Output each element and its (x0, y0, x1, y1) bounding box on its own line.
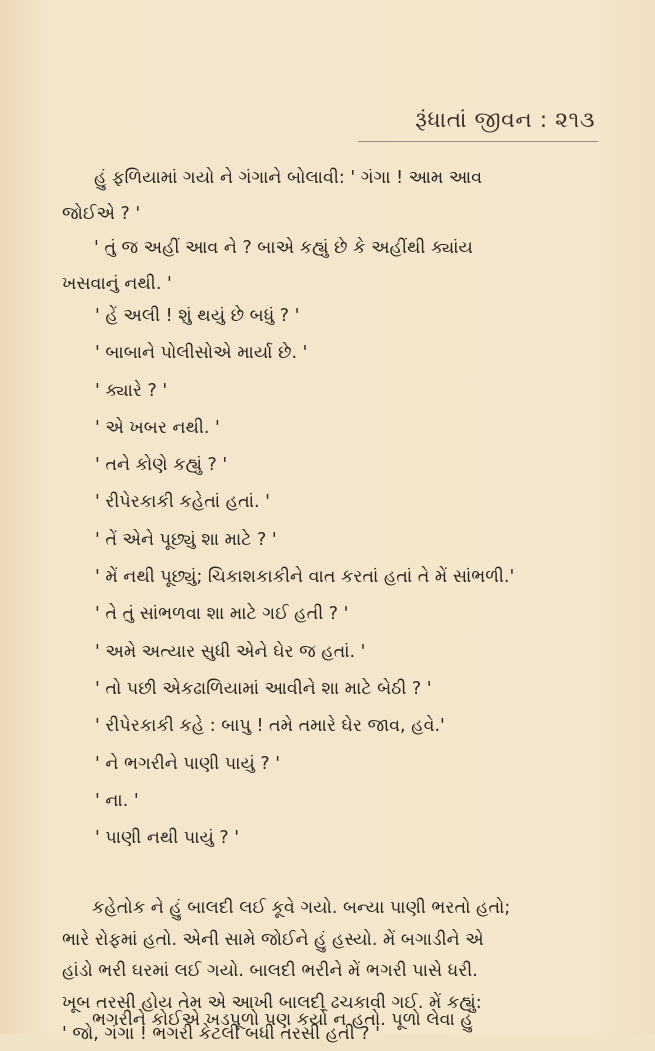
text-line: હું ફળિયામાં ગયો ને ગંગાને બોલાવી: ' ગંગા ! આમ આવ (94, 168, 483, 188)
dialogue-line: ' ને ભગરીને પાણી પાયું ? ' (95, 753, 281, 774)
paragraph-2 (62, 232, 602, 304)
dialogue-line: ' રીપેરકાકી કહે : બાપુ ! તમે તમારે ઘેર જાવ, હવે.' (95, 716, 445, 737)
dialogue-line: ' એ ખબર નથી. ' (95, 417, 220, 438)
paragraph-1 (62, 162, 602, 234)
dialogue-line: ' હેં અલી ! શું થયું છે બધું ? ' (95, 306, 300, 326)
dialogue-line: ' અમે અત્યાર સુધી એને ઘેર જ હતાં. ' (95, 641, 366, 662)
text-line: ' તું જ અહીં આવ ને ? બાએ કહ્યું છે કે અહીંથી ક્યાંય (94, 238, 473, 258)
dialogue-line: ' બાબાને પોલીસોએ માર્યા છે. ' (95, 343, 308, 364)
dialogue-line: ' તે તું સાંભળવા શા માટે ગઈ હતી ? ' (95, 604, 349, 625)
text-line: ખૂબ તરસી હોય તેમ એ આખી બાલદી ઢચકાવી ગઈ. મેં કહ્યું: (62, 992, 482, 1013)
running-header: રૂંધાતાં જીવન : ૨૧૩ (415, 108, 595, 133)
dialogue-line: ' મેં નથી પૂછ્યું; ચિકાશકાકીને વાત કરતાં હતાં તે મેં સાંભળી.' (95, 567, 515, 588)
text-line: ભગરીને કોઈએ ખડપૂળો પણ કર્યો ન હતો. પૂળો લેવા હું (92, 1010, 473, 1030)
paragraph-4 (62, 1005, 602, 1037)
text-line: હાંડો ભરી ઘરમાં લઈ ગયો. બાલદી ભરીને મેં ભગરી પાસે ધરી. (62, 961, 478, 981)
text-line: ભારે રોફમાં હતો. એની સામે જોઈને હું હસ્યો. મેં બગાડીને એ (62, 929, 484, 950)
dialogue-line: ' તને કોણે કહ્યું ? ' (95, 455, 228, 476)
header-rule (358, 141, 598, 142)
text-line: ખસવાનું નથી. ' (62, 274, 172, 294)
dialogue-line: ' ના. ' (95, 790, 139, 811)
dialogue-line: ' પાણી નથી પાયું ? ' (95, 828, 240, 849)
dialogue-line: ' તેં એને પૂછ્યું શા માટે ? ' (95, 529, 277, 550)
dialogue-line: ' ક્યારે ? ' (95, 380, 168, 401)
text-line: કહેતોક ને હું બાલદી લઈ કૂવે ગયો. બન્યા પાણી ભરતો હતો; (92, 898, 511, 918)
dialogue-line: ' તો પછી એકઢાળિયામાં આવીને શા માટે બેઠી ? ' (95, 678, 432, 699)
text-line: ' જો, ગંગા ! ભગરી કેટલી બધી તરસી હતી ? ' (62, 1024, 380, 1044)
text-line: જોઈએ ? ' (62, 204, 141, 224)
dialogue-line: ' રીપેરકાકી કહેતાં હતાં. ' (95, 492, 270, 513)
dialogue-block (95, 298, 615, 857)
